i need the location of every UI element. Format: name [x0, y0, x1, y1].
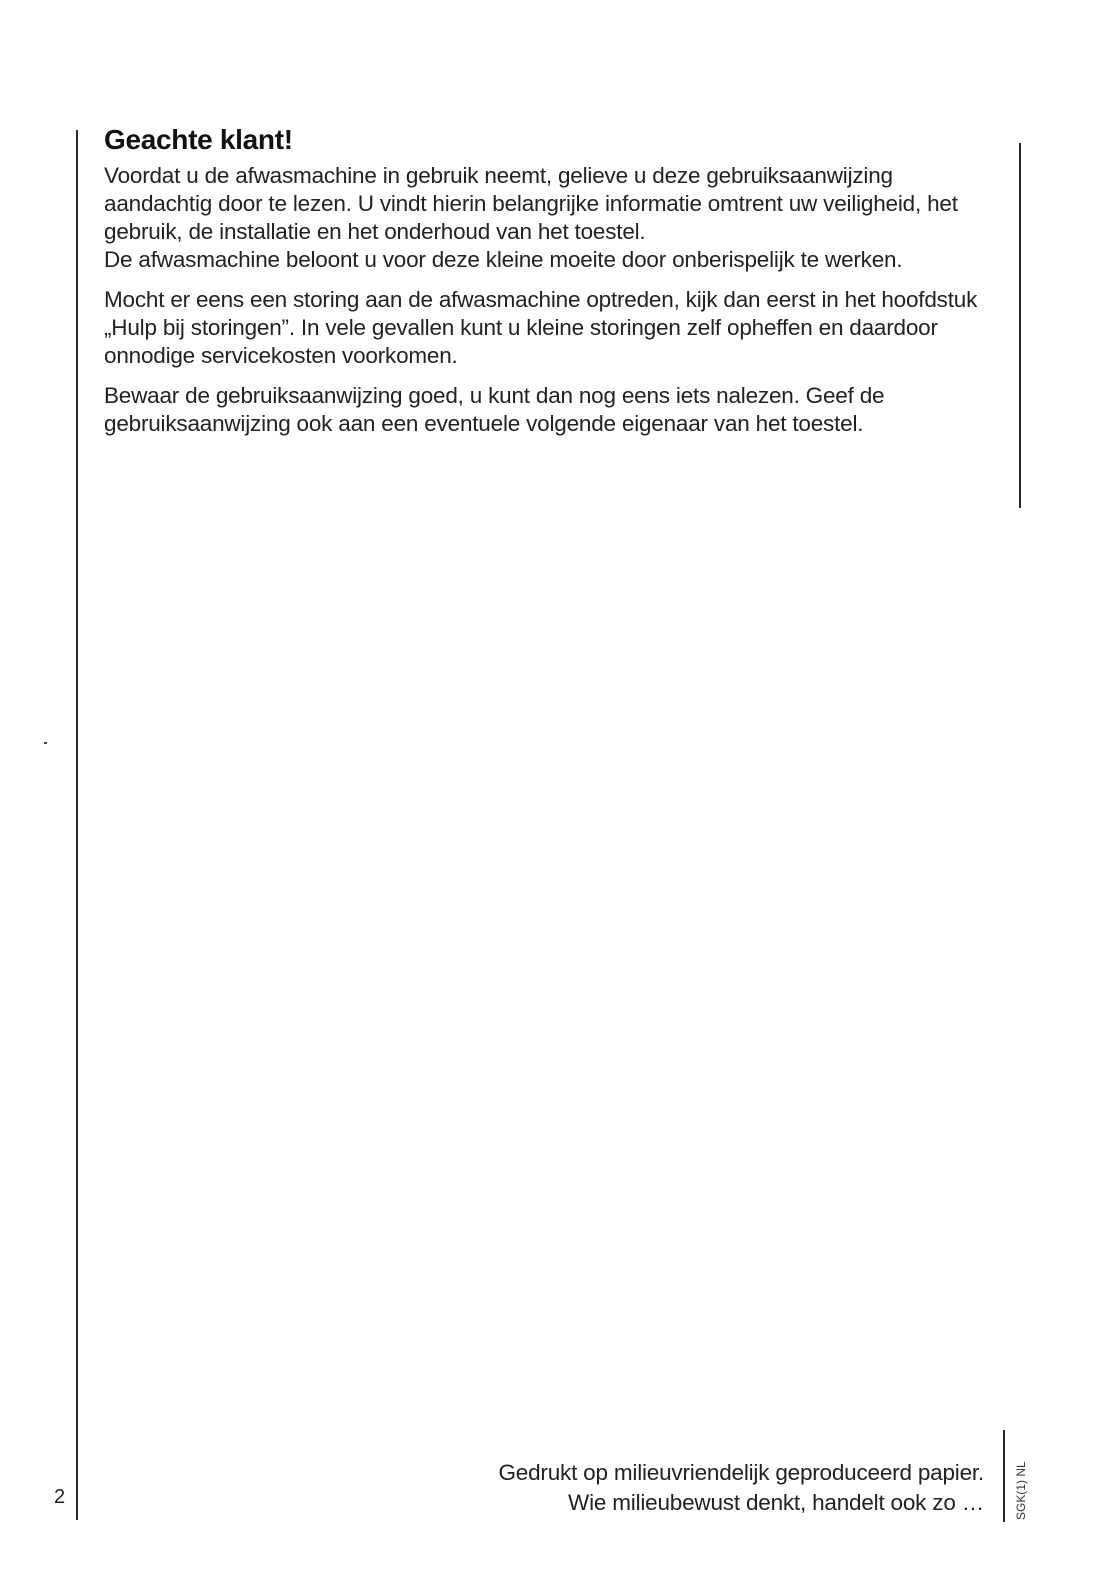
reward-paragraph: De afwasmachine beloont u voor deze kleine moeite door onberispelijk te werken.	[104, 247, 903, 272]
side-code-text: SGK(1) NL	[1014, 1461, 1028, 1520]
troubleshooting-paragraph: Mocht er eens een storing aan de afwasmachine optreden, kijk dan eerst in het hoofdstuk „Hulp bij storingen”. In vele gevallen kunt u kleine storingen zelf opheffen en daardoor onnodige servicekosten voorkomen.	[104, 287, 978, 368]
left-margin-rule	[76, 130, 78, 1520]
page-number: 2	[54, 1486, 66, 1508]
main-content	[104, 124, 1004, 450]
page-title: Geachte klant!	[104, 124, 293, 155]
footer-line-1: Gedrukt op milieuvriendelijk geproduceerd papier.	[498, 1460, 984, 1485]
footer-line-2: Wie milieubewust denkt, handelt ook zo …	[568, 1490, 984, 1515]
scan-speck	[44, 742, 47, 744]
keep-manual-paragraph: Bewaar de gebruiksaanwijzing goed, u kunt dan nog eens iets nalezen. Geef de gebruiksaanwijzing ook aan een eventuele volgende eigenaar van het toestel.	[104, 383, 885, 436]
right-margin-rule-bottom	[1003, 1430, 1005, 1522]
intro-paragraph: Voordat u de afwasmachine in gebruik neemt, gelieve u deze gebruiksaanwijzing aandachtig door te lezen. U vindt hierin belangrijke informatie omtrent uw veiligheid, het gebruik, de installatie en het onderhoud van het toestel.	[104, 163, 958, 244]
footer-note	[499, 1458, 985, 1518]
side-code-label	[1012, 1432, 1032, 1520]
right-margin-rule	[1019, 143, 1021, 508]
